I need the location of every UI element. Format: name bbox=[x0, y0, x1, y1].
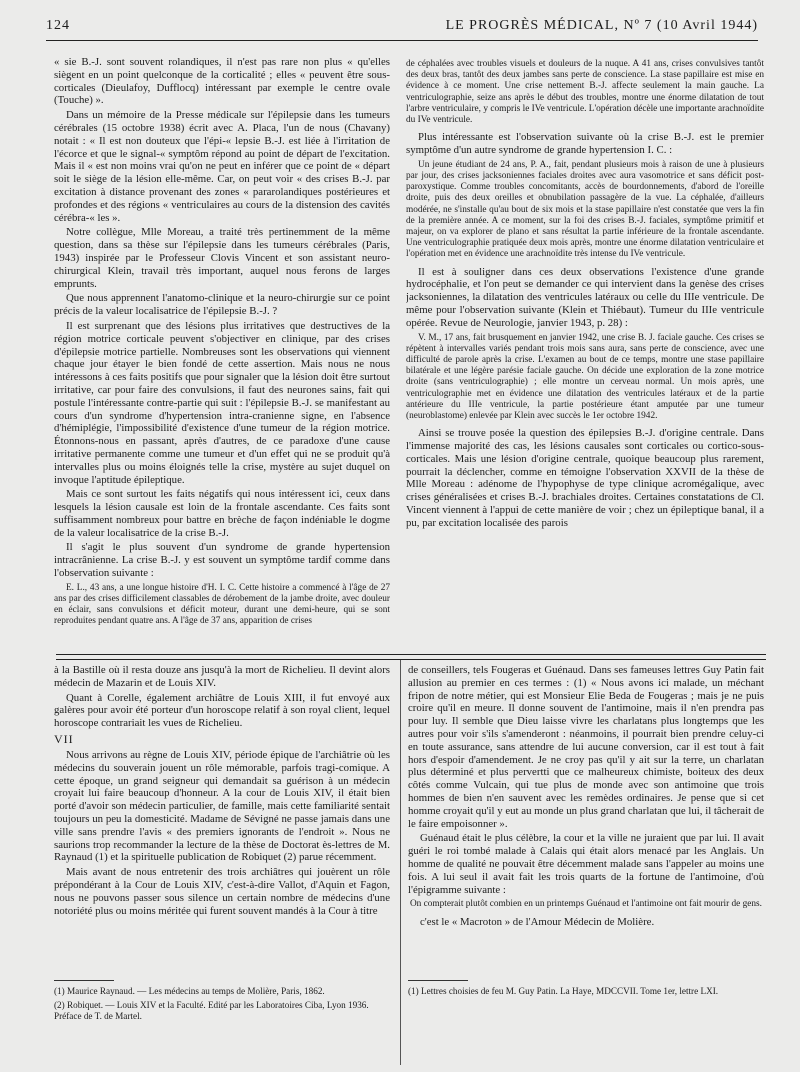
section-heading: VII bbox=[54, 731, 74, 746]
paragraph: Notre collègue, Mlle Moreau, a traité très pertinemment de la même question, dans sa thèse sur l'épilepsie dans les tumeurs cérébrales (Paris, 1943) inspirée par le Professeur Clovis Vincent et son assistant neuro-chirurgical Klein, travail très important, auquel nous ferons de larges emprunts. bbox=[54, 226, 390, 290]
footnote: (1) Lettres choisies de feu M. Guy Patin. La Haye, MDCCVII. Tome 1er, lettre LXI. bbox=[408, 986, 719, 996]
paragraph: Quant à Corelle, également archiâtre de Louis XIII, il fut envoyé aux galères pour avoir été porteur d'un horoscope relatif à son royal client, lequel horoscope contrariait les vues de Richelieu. bbox=[54, 691, 390, 730]
section-divider bbox=[56, 654, 766, 660]
paragraph: Un jeune étudiant de 24 ans, P. A., fait, pendant plusieurs mois à raison de une à plusieurs par jour, des crises jacksoniennes faciales droites avec aura vasomotrice et sans déficit post-paroxystique. Comme troubles concomitants, accès de bourdonnements, d'abord de l'oreille droite, puis des deux oreilles et obnubilation passagère de la vue. La céphalée, d'ailleurs modérée, ne s'installe qu'au bout de six mois et la stase papillaire n'est constatée que vers la fin de la première année. A ce moment, sur la foi des crises B.-J. faciales, symptôme primitif et majeur, on va explorer de plano et sans résultat la partie inférieure de la frontale ascendante. Une ventriculographie pratiquée deux mois après, montre une énorme dilatation ventriculaire et l'opération met en évidence une arachnoïdite très intense du IVe ventricule. bbox=[406, 159, 764, 260]
paragraph: c'est le « Macroton » de l'Amour Médecin de Molière. bbox=[420, 915, 655, 928]
paragraph: On compterait plutôt combien en un printemps Guénaud et l'antimoine ont fait mourir de gens. bbox=[409, 899, 763, 910]
bottom-right-column bbox=[408, 664, 764, 976]
paragraph: Ainsi se trouve posée la question des épilepsies B.-J. d'origine centrale. Dans l'immense majorité des cas, les lésions causales sont corticales ou cortico-sous-corticales. Mais une lésion d'origine centrale, quoique beaucoup plus rarement, pourrait la déclencher, comme en témoigne l'observation XXVII de la thèse de Mlle Moreau : adénome de l'hypophyse de type clinique acromégalique, avec crises généralisées et crises B.-J. brachiales droites. Certaines constatations de Cl. Vincent viennent à l'appui de cette manière de voir ; chez un épileptique banal, il a pu, par excitation localisée des parois bbox=[406, 427, 764, 529]
paragraph: E. L., 43 ans, a une longue histoire d'H. I. C. Cette histoire a commencé à l'âge de 27 ans par des crises difficilement classables de dérobement de la jambe droite, avec douleur en éclair, sans convulsions et déficit moteur, durant une demi-heure, qui se sont reproduites pendant quatre ans. A l'âge de 37 ans, apparition de crises bbox=[54, 582, 390, 627]
footnote-separator-right bbox=[408, 980, 468, 981]
journal-title: LE PROGRÈS MÉDICAL, Nº 7 (10 Avril 1944) bbox=[445, 18, 758, 33]
paragraph: Plus intéressante est l'observation suivante où la crise B.-J. est le premier symptôme d'un autre syndrome de grande hypertension I. C. : bbox=[406, 131, 764, 157]
paragraph: de conseillers, tels Fougeras et Guénaud. Dans ses fameuses lettres Guy Patin fait allusion au premier en ces termes : (1) « Nous avons ici malade, un méchant fripon de notre métier, qui est Monsieur Elie Beda de Fougeras ; mais je ne puis croire qu'il en meure. Il donne souvent de l'antimoine, mais il n'en prendra pas pour luy. Il semble que Dieu laisse vivre les charlatans plus longtemps que les autres pour voir s'ils s'amenderont : néanmoins, il pourrait bien prendre celuy-ci en toute assurance, sans attendre de lui aucune conversion, car il est tout à fait hors d'espoir d'amendement. Je ne croy pas qu'il y ait sur la terre, un charlatan plus déterminé et plus pervertti que ce malheureux chimiste, boiteux des deux côtés comme Vulcain, qui tue plus de monde avec son antimoine que trois hommes de bien n'en sauvent avec les remèdes ordinaires. Je pense que si cet homme croyait qu'il y eut au monde un plus grand charlatan que lui, il tâcherait de le faire empoisonner ». bbox=[408, 664, 764, 830]
top-left-column bbox=[54, 56, 390, 644]
footnotes-right bbox=[408, 986, 764, 1000]
paragraph: à la Bastille où il resta douze ans jusqu'à la mort de Richelieu. Il devint alors médecin de Mazarin et de Louis XIV. bbox=[54, 664, 390, 689]
paragraph: Dans un mémoire de la Presse médicale sur l'épilepsie dans les tumeurs cérébrales (15 octobre 1938) écrit avec A. Placa, l'un de nous (Chavany) notait : « Il est non douteux que l'épi-« lepsie B.-J. est liée à l'irritation de l'écorce et que le signal-« symptôm répond au point de départ de l'excitation. Mais il « est non moins vrai qu'on ne peut en inférer que ce point de « départ soit le siège de la lésion elle-même. Car, on peut voir « des crises B.-J. par excitation à distance provenant des zones « pararolandiques postérieures et profondes et des régions « ventriculaires au cours de la distension des cavités cérébra-« les ». bbox=[54, 109, 390, 224]
paragraph: « sie B.-J. sont souvent rolandiques, il n'est pas rare non plus « qu'elles siègent en un point quelconque de la corticalité ; elles « peuvent être sous-corticales (Dieulafoy, Dufflocq) intéressant par exemple le centre ovale (Touche) ». bbox=[54, 56, 390, 107]
paragraph: Mais avant de nous entretenir des trois archiâtres qui jouèrent un rôle prépondérant à la Cour de Louis XIV, c'est-à-dire Vallot, d'Aquin et Fagon, nous ne pouvons passer sous silence un certain nombre de médecins d'une notoriété plus ou moins méritée qui furent souvent mandés à la Cour à titre bbox=[54, 866, 390, 917]
paragraph: Il s'agit le plus souvent d'un syndrome de grande hypertension intracrânienne. La crise B.-J. y est souvent un symptôme tardif comme dans l'observation suivante : bbox=[54, 541, 390, 580]
paragraph: Que nous apprennent l'anatomo-clinique et la neuro-chirurgie sur ce point précis de la valeur localisatrice de l'épilepsie B.-J. ? bbox=[54, 292, 390, 318]
paragraph: Nous arrivons au règne de Louis XIV, période épique de l'archiâtrie où les médecins du souverain jouent un rôle mémorable, parfois tragi-comique. A cette époque, un grand seigneur qui demandait sa guérison à un médecin croyait lui faire beaucoup d'honneur. A la cour de Louis XIV, il était bien porté d'avoir son médecin particulier, de famille, mais cette familiarité sentait toujours un peu la domesticité. Madame de Sévigné ne passe jamais dans une ville sans prendre l'avis « des premiers ignorants de l'endroit ». Nous ne saurions trop recommander la lecture de la thèse de Doctorat ès-lettres de M. Raynaud (1) et la spirituelle publication de Robiquet (2) parue récemment. bbox=[54, 748, 390, 864]
paragraph: Il est surprenant que des lésions plus irritatives que destructives de la région motrice corticale peuvent s'objectiver en clinique, par des crises d'épilepsie motrice partielle. Nombreuses sont les observations qui viennent chaque jour étayer le bien fondé de cette assertion. Mais nous ne nous intéressons à ces faits positifs que pour signaler que la lésion doit être surtout irritative, car pour faire des convulsions, il faut des neurones sains, fait qui postule l'intéressante contre-partie qui suit : l'épilepsie B.-J. se manifestant au cours d'un syndrome d'hypertension intra-cranienne signe, en l'absence d'hémiplégie, l'impossibilité d'existence d'une tumeur de la région motrice. Étonnons-nous en passant, après d'autres, de ce paradoxe d'une cause irritative permanente comme une tumeur et d'un effet qui ne se produit qu'à intervalles plus ou moins éloignés telle la crise, mystère au sujet duquel on invoque l'aptitude épileptique. bbox=[54, 319, 390, 486]
footnotes-left bbox=[54, 986, 390, 1025]
paragraph: V. M., 17 ans, fait brusquement en janvier 1942, une crise B. J. faciale gauche. Ces crises se répètent à intervalles variés pendant trois mois sans aura, sans perte de conscience, avec une difficulté de parole après la crise. L'examen au bout de ce temps, montre une stase papillaire bilatérale et une légère parésie faciale gauche. On décide une exploration de la zone motrice droite (sans ventriculographie) ; elle montre un cerveau normal. Un mois après, une ventriculographie met en évidence une dilatation des ventricules latéraux et de la partie antérieure du IIIe ventricule, la partie postérieure étant amputée par une tumeur (neuroblastome) enlevée par Klein avec succès le 1er octobre 1942. bbox=[406, 332, 764, 422]
column-divider bbox=[400, 660, 401, 1065]
top-right-column bbox=[406, 56, 764, 644]
footnote-separator-left bbox=[54, 980, 114, 981]
paragraph: Mais ce sont surtout les faits négatifs qui nous intéressent ici, ceux dans lesquels la lésion causale est loin de la frontale ascendante. Ces faits sont suffisamment nombreux pour battre en brèche de façon indéniable le dogme de la valeur localisatrice de la crise B.-J. bbox=[54, 488, 390, 539]
footnote: (1) Maurice Raynaud. — Les médecins au temps de Molière, Paris, 1862. bbox=[54, 986, 325, 996]
running-header bbox=[46, 14, 758, 41]
paragraph: Guénaud était le plus célèbre, la cour et la ville ne juraient que par lui. Il avait guéri le roi tombé malade à Calais qui était alors menacé par les Anglais. Un homme de qualité ne pouvait être décemment malade sans l'appeler au moins une fois. A lui seul il avait fait les trois quarts de la fortune de l'antimoine, d'où l'épigramme suivante : bbox=[408, 832, 764, 896]
bottom-left-column bbox=[54, 664, 390, 976]
paragraph: Il est à souligner dans ces deux observations l'existence d'une grande hydrocéphalie, et l'on peut se demander ce qui intervient dans la genèse des crises jacksoniennes, la dilatation des ventricules latéraux ou celle du IIIe ventricule. De même pour l'observation suivante (Klein et Thiébaut). Tumeur du IIIe ventricule opérée. Revue de Neurologie, janvier 1943, p. 28) : bbox=[406, 265, 764, 329]
footnote: (2) Robiquet. — Louis XIV et la Faculté. Edité par les Laboratoires Ciba, Lyon 1936. Préface de T. de Martel. bbox=[54, 999, 369, 1021]
page-number: 124 bbox=[46, 18, 70, 33]
paragraph: de céphalées avec troubles visuels et douleurs de la nuque. A 41 ans, crises convulsives tantôt des deux bras, tantôt des deux jambes sans perte de conscience. La stase papillaire est mise en évidence à ce moment. Une crise nettement B.-J. affecte seulement la main gauche. La ventriculographie, seize ans après le début des troubles, montre une énorme dilatation de tout l'arbre ventriculaire, y compris le IVe ventricule. L'opération décèle une importante arachnoïdite du IVe ventricule. bbox=[406, 59, 764, 126]
